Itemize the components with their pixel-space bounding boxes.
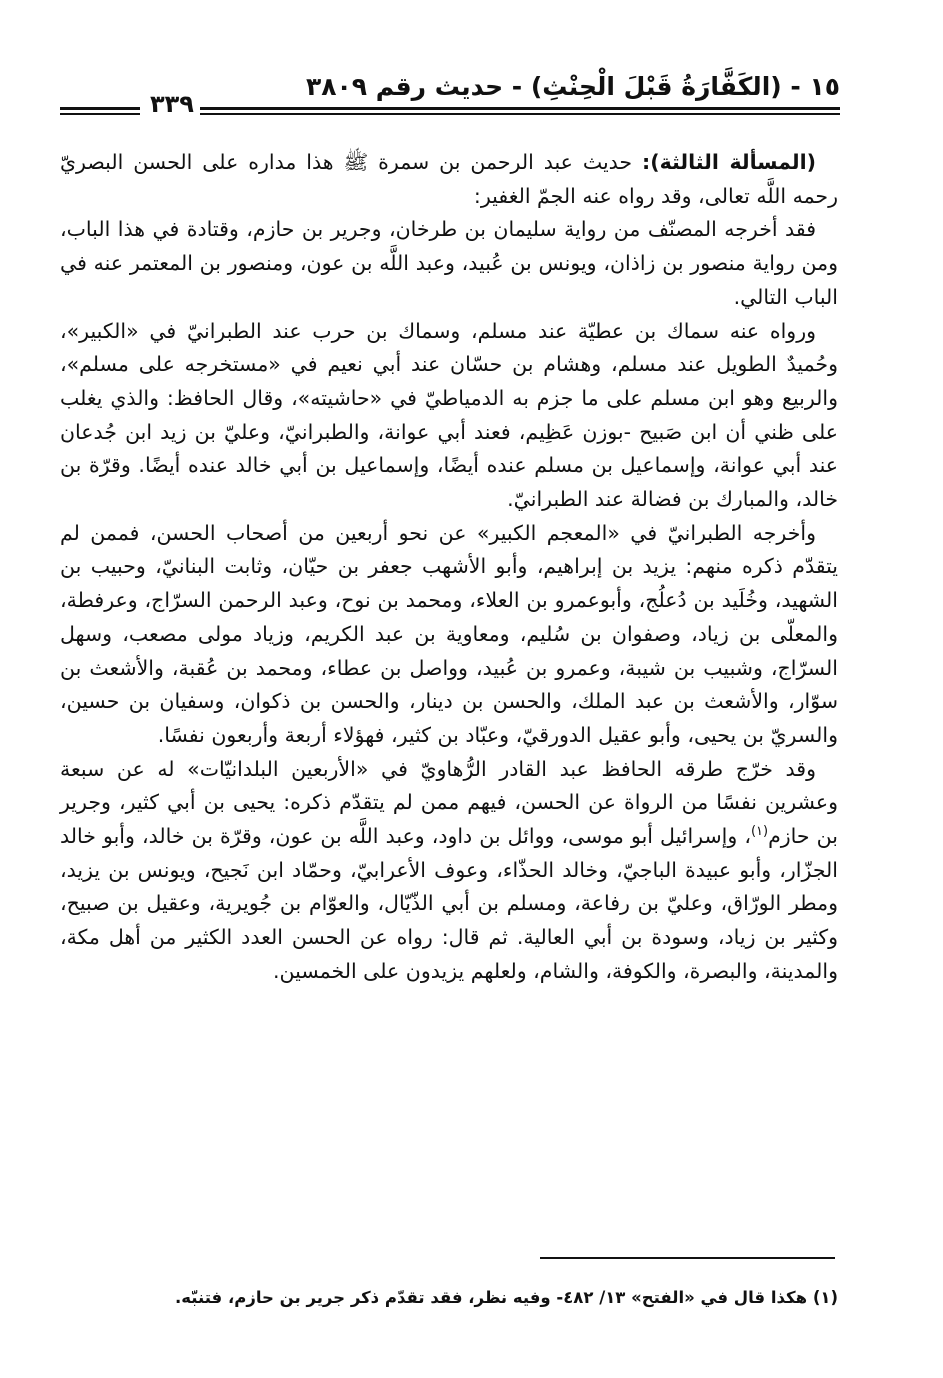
issue-label: (المسألة الثالثة):: [642, 150, 816, 174]
main-text: [60, 146, 838, 989]
running-title: ١٥ - (الكَفَّارَةُ قَبْلَ الْحِنْثِ) - حديث رقم ٣٨٠٩: [305, 72, 840, 101]
paragraph-5: [60, 753, 838, 989]
paragraph-2: فقد أخرجه المصنّف من رواية سليمان بن طرخان، وجرير بن حازم، وقتادة في هذا الباب، ومن رواية منصور بن زاذان، ويونس بن عُبيد، وعبد اللَّه بن عون، ومنصور بن المعتمر عنه في الباب التالي.: [60, 217, 838, 309]
paragraph-5-part-2: ، وإسرائيل أبو موسى، ووائل بن داود، وعبد اللَّه بن عون، وقرّة بن خالد، وأبو خالد الجزّار، وأبو عبيدة الباجيّ، وخالد الحذّاء، وعوف الأعرابيّ، وحمّاد ابن نَجيح، ويونس بن يزيد، ومطر الورّاق، وعليّ بن رفاعة، ومسلم بن أبي الذّيّال، والعوّام بن جُويرية، وعقيل بن صبيح، وكثير بن زياد، وسودة بن أبي العالية. ثم قال: رواه عن الحسن العدد الكثير من أهل مكة، والمدينة، والبصرة، والكوفة، والشام، ولعلهم يزيدون على الخمسين.: [60, 824, 838, 983]
header-rule-right: [200, 107, 840, 115]
page-number: ٣٣٩: [150, 90, 194, 118]
paragraph-3: ورواه عنه سماك بن عطيّة عند مسلم، وسماك بن حرب عند الطبرانيّ في «الكبير»، وحُميدٌ الطويل عند مسلم، وهشام بن حسّان عند أبي نعيم في «مستخرجه على مسلم»، والربيع وهو ابن مسلم على ما جزم به الدمياطيّ في «حاشيته»، وقال الحافظ: والذي يغلب على ظني أن ابن صَبيح -بوزن عَظِيم، فعند أبي عوانة، والطبرانيّ، وعليّ بن زيد ابن جُدعان عند أبي عوانة، وإسماعيل بن مسلم عنده أيضًا، وإسماعيل بن أبي خالد عنده أيضًا. وقرّة بن خالد، والمبارك بن فضالة عند الطبرانيّ.: [60, 318, 838, 512]
page-header: [60, 72, 840, 132]
paragraph-1-text: حديث عبد الرحمن بن سمرة ﷺ هذا مداره على الحسن البصريّ رحمه اللَّه تعالى، وقد رواه عنه الجمّ الغفير:: [60, 150, 838, 208]
paragraph-4: وأخرجه الطبرانيّ في «المعجم الكبير» عن نحو أربعين من أصحاب الحسن، فممن لم يتقدّم ذكره منهم: يزيد بن إبراهيم، وأبو الأشهب جعفر بن حيّان، وثابت البنانيّ، وحبيب بن الشهيد، وخُلَيد بن دُعلُج، وأبوعمرو بن العلاء، ومحمد بن نوح، وعبد الرحمن السرّاج، وعرفطة، والمعلّى بن زياد، وصفوان بن سُليم، ومعاوية بن عبد الكريم، وزياد مولى مصعب، وسهل السرّاج، وشبيب بن شيبة، وعمرو بن عُبيد، وواصل بن عطاء، ومحمد بن عُقبة، والأشعث بن سوّار، والأشعث بن عبد الملك، والحسن بن دينار، والحسن بن ذكوان، وسفيان بن حسين، والسريّ بن يحيى، وأبو عقيل الدورقيّ، وعبّاد بن كثير، فهؤلاء أربعة وأربعون نفسًا.: [60, 520, 838, 747]
footnote-separator: [540, 1257, 835, 1259]
footnote: (١) هكذا قال في «الفتح» ١٣/ ٤٨٢- وفيه نظر، فقد تقدّم ذكر جرير بن حازم، فتنبّه.: [174, 1288, 838, 1307]
header-rule-left: [60, 107, 140, 115]
paragraph-1: [60, 146, 838, 213]
paragraph-5-part-1: وقد خرّج طرقه الحافظ عبد القادر الرُّهاويّ في «الأربعين البلدانيّات» له عن سبعة وعشرين نفسًا من الرواة عن الحسن، فيهم ممن لم يتقدّم ذكره: يحيى بن أبي كثير، وجرير بن حازم: [60, 756, 838, 849]
footnote-reference[interactable]: (١): [750, 824, 769, 840]
